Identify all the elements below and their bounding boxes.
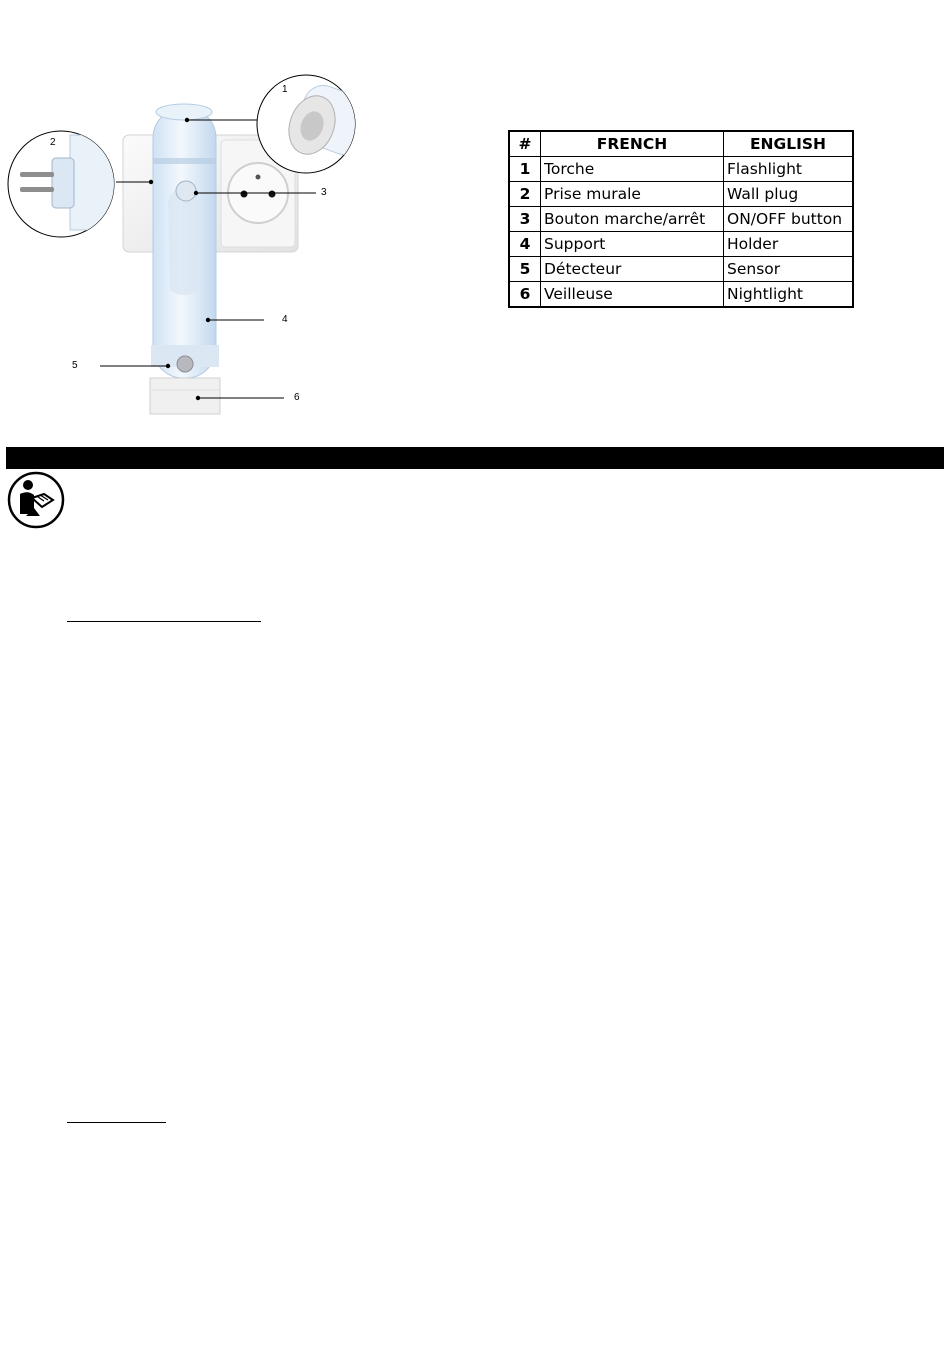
row-english: Nightlight	[724, 282, 854, 308]
row-french: Torche	[541, 157, 724, 182]
parts-table	[508, 130, 854, 308]
callout-6: 6	[294, 392, 300, 403]
heading-rule-2	[67, 1122, 166, 1123]
sensor	[177, 356, 193, 372]
table-row	[509, 157, 853, 182]
row-english: ON/OFF button	[724, 207, 854, 232]
section-bar	[6, 447, 944, 469]
row-french: Détecteur	[541, 257, 724, 282]
table-row	[509, 257, 853, 282]
table-row	[509, 207, 853, 232]
row-number: 6	[509, 282, 541, 308]
callout-1: 1	[282, 84, 288, 95]
callout-3: 3	[321, 187, 327, 198]
read-manual-icon	[6, 470, 66, 530]
table-row	[509, 282, 853, 308]
row-number: 5	[509, 257, 541, 282]
callout-5: 5	[72, 360, 78, 371]
nightlight	[150, 378, 220, 414]
header-number: #	[509, 131, 541, 157]
row-english: Flashlight	[724, 157, 854, 182]
product-illustration	[0, 60, 370, 430]
header-english: ENGLISH	[724, 131, 854, 157]
callout-2: 2	[50, 137, 56, 148]
on-off-button	[176, 181, 196, 201]
callout-4: 4	[282, 314, 288, 325]
row-number: 4	[509, 232, 541, 257]
row-french: Support	[541, 232, 724, 257]
table-header-row	[509, 131, 853, 157]
row-french: Bouton marche/arrêt	[541, 207, 724, 232]
heading-rule-1	[67, 621, 261, 622]
table-row	[509, 182, 853, 207]
row-number: 2	[509, 182, 541, 207]
row-number: 3	[509, 207, 541, 232]
row-number: 1	[509, 157, 541, 182]
row-english: Sensor	[724, 257, 854, 282]
header-french: FRENCH	[541, 131, 724, 157]
row-french: Veilleuse	[541, 282, 724, 308]
row-french: Prise murale	[541, 182, 724, 207]
row-english: Wall plug	[724, 182, 854, 207]
row-english: Holder	[724, 232, 854, 257]
table-row	[509, 232, 853, 257]
